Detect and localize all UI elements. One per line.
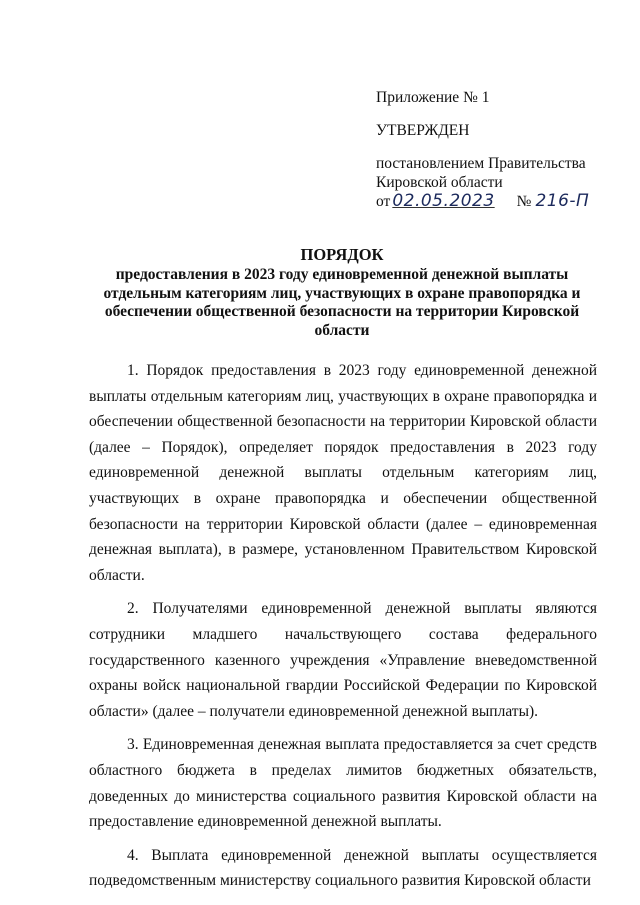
- paragraph-1: 1. Порядок предоставления в 2023 году единовременной денежной выплаты отдельным категориям лиц, участвующих в охране правопорядка и обеспечении общественной безопасности на территории Кировской области (далее – Порядок), определяет порядок предоставления в 2023 году единовременной денежной выплаты отдельным категориям лиц, участвующих в охране правопорядка и обеспечении общественной безопасности на территории Кировской области (далее – единовременная денежная выплата), в размере, установленном Правительством Кировской области.: [89, 362, 597, 584]
- decree-block: [376, 154, 589, 211]
- appendix-label: Приложение № 1: [376, 89, 490, 106]
- document-title: [96, 244, 588, 340]
- date-prefix: от: [376, 193, 391, 210]
- number-sign: №: [516, 193, 532, 210]
- title-main: ПОРЯДОК: [300, 245, 384, 264]
- document-body: [89, 358, 597, 902]
- paragraph-2: 2. Получателями единовременной денежной выплаты являются сотрудники младшего начальствующего состава федерального государственного казенного учреждения «Управление вневедомственной охраны войск национальной гвардии Российской Федерации по Кировской области» (далее – получатели единовременной денежной выплаты).: [89, 600, 597, 720]
- paragraph-4: 4. Выплата единовременной денежной выплаты осуществляется подведомственным министерству социального развития Кировской области: [89, 846, 597, 890]
- paragraph-3: 3. Единовременная денежная выплата предоставляется за счет средств областного бюджета в пределах лимитов бюджетных обязательств, доведенных до министерства социального развития Кировской области на предоставление единовременной денежной выплаты.: [89, 736, 597, 831]
- title-subtitle: предоставления в 2023 году единовременной денежной выплаты отдельным категориям лиц, участвующих в охране правопорядка и обеспечении общественной безопасности на территории Кировской области: [103, 266, 581, 339]
- decree-line-2: Кировской области: [376, 174, 503, 191]
- handwritten-number: 216-П: [535, 191, 590, 211]
- decree-line-1: постановлением Правительства: [376, 155, 586, 172]
- approved-label: УТВЕРЖДЕН: [376, 122, 470, 139]
- decree-date-line: [376, 192, 589, 211]
- handwritten-date: 02.05.2023: [392, 191, 495, 211]
